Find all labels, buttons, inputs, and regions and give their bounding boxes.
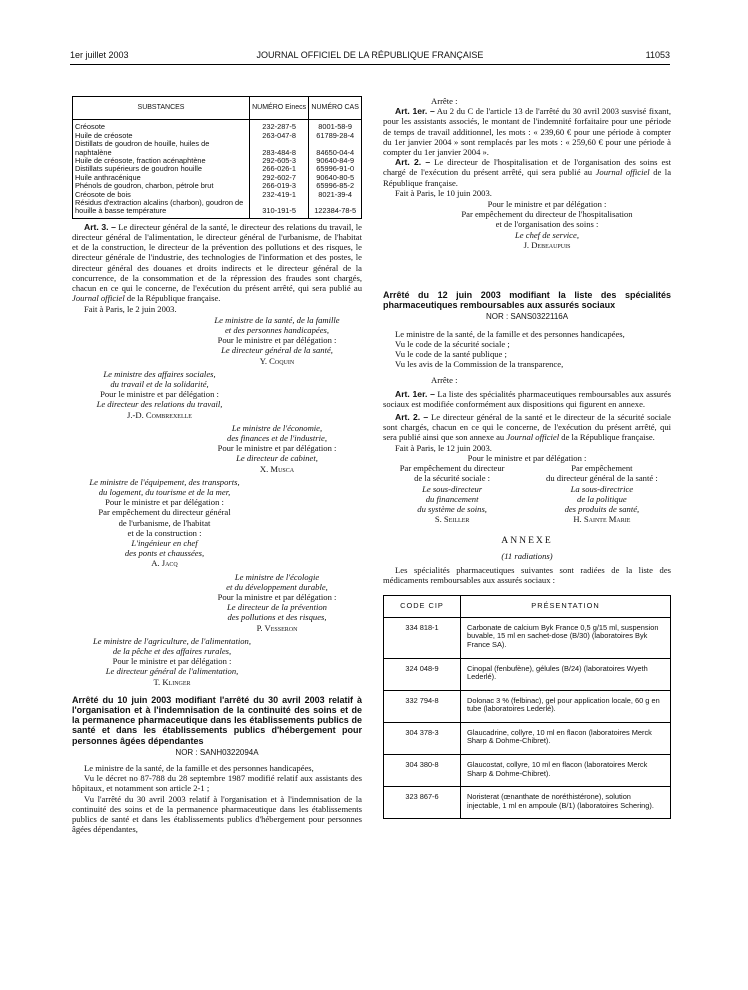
- arrete-10-juin-nor: NOR : SANH0322094A: [175, 747, 259, 757]
- substance-name: Créosote de bois: [73, 191, 250, 199]
- signature-sante: Le ministre de la santé, de la famille et des personnes handicapées, Pour le ministre et par délégation : Le directeur général de la santé, Y. Coquin: [214, 314, 340, 366]
- einecs-number: 292-605-3: [250, 157, 309, 165]
- cas-number: 90640-80-5: [309, 174, 362, 182]
- annexe-intro: Les spécialités pharmaceutiques suivantes sont radiées de la liste des médicaments remboursables aux assurés sociaux :: [383, 564, 671, 585]
- cas-header: NUMÉRO CAS: [309, 97, 362, 120]
- table-row: [384, 658, 671, 690]
- table-row: [384, 787, 671, 819]
- article-2: Art. 2. – Le directeur de l'hospitalisation et de l'organisation des soins est chargé de l'exécution du présent arrêté, qui sera publié au Journal officiel de la République française.: [383, 157, 672, 188]
- presentation-header: PRÉSENTATION: [461, 596, 671, 618]
- article-2-b: Art. 2. – Le directeur général de la santé et le directeur de la sécurité sociale sont chargés, chacun en ce qui le concerne, de l'exécution du présent arrêté, qui sera publié ainsi que son annexe au Journal officiel de la République française.: [383, 412, 671, 443]
- presentation: Glaucostat, collyre, 10 ml en flacon (laboratoires Merck Sharp & Dohme-Chibret).: [461, 755, 671, 787]
- cas-number: 122384-78-5: [309, 199, 362, 218]
- einecs-number: 310-191-5: [250, 199, 309, 218]
- radiations-count: (11 radiations): [501, 550, 553, 561]
- einecs-number: 266-019-3: [250, 182, 309, 190]
- code-cip-header: CODE CIP: [384, 596, 461, 618]
- arrete-12-juin-title: Arrêté du 12 juin 2003 modifiant la liste des spécialités pharmaceutiques remboursables aux assurés sociaux: [383, 290, 671, 311]
- visa-arrete: Vu l'arrêté du 30 avril 2003 relatif à l'organisation et à l'indemnisation de la continuité des soins et de la permanence pharmaceutique dans les établissements publics de santé et dans les établissements publics d'hébergement pour personnes âgées dépendantes,: [72, 793, 362, 835]
- visa-code-securite-sociale: Vu le code de la sécurité sociale ;: [395, 338, 510, 349]
- code-cip: 334 818-1: [384, 617, 461, 658]
- substances-header: SUBSTANCES: [73, 97, 250, 120]
- fait-a-paris-12-juin: Fait à Paris, le 12 juin 2003.: [395, 442, 492, 453]
- einecs-number: 266-026-1: [250, 165, 309, 173]
- table-row: [384, 617, 671, 658]
- einecs-number: 232-287-5: [250, 120, 309, 132]
- substance-name: Huile de créosote, fraction acénaphtène: [73, 157, 250, 165]
- signature-securite-sociale: Par empêchement du directeur de la sécurité sociale : Le sous-directeur du financement du système de soins, S. Seiller: [399, 463, 505, 525]
- cas-number: 84650-04-4: [309, 140, 362, 157]
- substance-name: Huile de créosote: [73, 132, 250, 140]
- header-page-number: 11053: [645, 50, 670, 60]
- cas-number: 65996-85-2: [309, 182, 362, 190]
- article-1-b: Art. 1er. – La liste des spécialités pharmaceutiques remboursables aux assurés sociaux est modifiée conformément aux dispositions qui figurent en annexe.: [383, 388, 671, 409]
- arrete-12-juin-nor: NOR : SANS0322116A: [485, 312, 569, 322]
- left-column: [72, 96, 362, 834]
- arrete-10-juin-title: Arrêté du 10 juin 2003 modifiant l'arrêté du 30 avril 2003 relatif à l'organisation et à l'indemnisation de la continuité des soins et de la permanence pharmaceutique dans les établissements publics de santé et dans les établissements publics d'hébergement pour personnes âgées dépendantes: [72, 694, 362, 746]
- fait-a-paris-10-juin: Fait à Paris, le 10 juin 2003.: [395, 187, 492, 198]
- visa-commission: Vu les avis de la Commission de la transparence,: [395, 359, 564, 370]
- cas-number: 8001-58-9: [309, 120, 362, 132]
- code-cip: 323 867-6: [384, 787, 461, 819]
- table-row: [384, 722, 671, 754]
- cas-number: 8021-39-4: [309, 191, 362, 199]
- signature-agriculture: Le ministre de l'agriculture, de l'alimentation, de la pêche et des affaires rurales, Pour le ministre et par délégation : Le directeur général de l'alimentation, T. Klinger: [93, 635, 251, 687]
- visa-decret: Vu le décret no 87-788 du 28 septembre 1987 modifié relatif aux assistants des hôpitaux, et notamment son article 2-1 ;: [72, 773, 362, 794]
- substances-table: [72, 96, 362, 219]
- header-journal-title: JOURNAL OFFICIEL DE LA RÉPUBLIQUE FRANÇAISE: [256, 50, 484, 60]
- cas-number: 90640-84-9: [309, 157, 362, 165]
- table-row: [384, 690, 671, 722]
- code-cip: 324 048-9: [384, 658, 461, 690]
- substance-name: Résidus d'extraction alcalins (charbon), goudron de houille à basse température: [73, 199, 250, 218]
- double-signature: [383, 463, 671, 524]
- visa-code-sante-publique: Vu le code de la santé publique ;: [395, 349, 507, 360]
- header-date: 1er juillet 2003: [70, 50, 129, 60]
- fait-a-paris: Fait à Paris, le 2 juin 2003.: [84, 303, 177, 314]
- presentation: Dolonac 3 % (felbinac), gel pour application locale, 60 g en tube (laboratoires Lederlé).: [461, 690, 671, 722]
- signature-sante-2: Par empêchement du directeur général de la santé : La sous-directrice de la politique des produits de santé, H. Sainte Marie: [546, 463, 658, 525]
- arrete-label-2: Arrête :: [431, 375, 458, 386]
- einecs-number: 283-484-8: [250, 140, 309, 157]
- visa-ministre-2: Le ministre de la santé, de la famille et des personnes handicapées,: [395, 328, 625, 339]
- cas-number: 65996-91-0: [309, 165, 362, 173]
- code-cip: 304 378-3: [384, 722, 461, 754]
- article-3: Art. 3. – Le directeur général de la santé, le directeur des relations du travail, le directeur général de l'alimentation, le directeur général de l'urbanisme, de l'habitat et de la construction, le directeur de la prévention des pollutions et des risques, le directeur générale de l'industrie, des technologies de l'information et des postes, le directeur général des douanes et droits indirects et le directeur général de la concurrence, de la consommation et de la répression des fraudes sont chargés, chacun en ce qui le concerne, de l'exécution du présent arrêté, qui sera publié au Journal officiel de la République française.: [72, 221, 362, 304]
- right-column: [383, 96, 671, 819]
- arrete-label: Arrête :: [431, 96, 458, 106]
- signature-affaires-sociales: Le ministre des affaires sociales, du travail et de la solidarité, Pour le ministre et par délégation : Le directeur des relations du travail, J.-D. Combrexelle: [96, 368, 223, 420]
- delegation-line: Pour le ministre et par délégation :: [467, 452, 587, 463]
- cas-number: 61789-28-4: [309, 132, 362, 140]
- code-cip: 332 794-8: [384, 690, 461, 722]
- einecs-number: 232-419-1: [250, 191, 309, 199]
- einecs-header: NUMÉRO Einecs: [250, 97, 309, 120]
- table-row: [73, 140, 362, 157]
- substance-name: Phénols de goudron, charbon, pétrole brut: [73, 182, 250, 190]
- table-row: [384, 755, 671, 787]
- article-1: Art. 1er. – Au 2 du C de l'article 13 de l'arrêté du 30 avril 2003 susvisé fixant, pour les assistants associés, le montant de l'indemnité forfaitaire pour une période de temps de travail additionnel, les mots : « 239,60 € pour une période à compter du 1er janvier 2004 » sont remplacés par les mots : « 259,60 € pour une période à compter du 1er janvier 2004 ».: [383, 106, 672, 158]
- substance-name: Huile anthracénique: [73, 174, 250, 182]
- substance-name: Distillats de goudron de houille, huiles de naphtalène: [73, 140, 250, 157]
- header-rule: [70, 64, 670, 65]
- presentation: Noristerat (œnanthate de noréthistérone), solution injectable, 1 ml en ampoule (B/1) (laboratoires Schering).: [461, 787, 671, 819]
- visa-ministre: Le ministre de la santé, de la famille et des personnes handicapées,: [84, 763, 314, 774]
- signature-equipement: Le ministre de l'équipement, des transports, du logement, du tourisme et de la mer, Pour le ministre et par délégation : Par empêchement du directeur général de l'urbanisme, de l'habitat et de la construction : L'ingénieur en chef des ponts et chaussées, A. Jacq: [89, 476, 240, 569]
- table-row: [73, 199, 362, 218]
- annexe-heading: ANNEXE: [501, 535, 553, 547]
- signature-ecologie: Le ministre de l'écologie et du développement durable, Pour la ministre et par délégation : Le directeur de la prévention des pollutions et des risques, P. Vesseron: [217, 571, 337, 633]
- signature-hospitalisation: Pour le ministre et par délégation : Par empêchement du directeur de l'hospitalisation et de l'organisation des soins : Le chef de service, J. Debeaupuis: [461, 199, 633, 250]
- code-cip: 304 380-8: [384, 755, 461, 787]
- page-header: [70, 50, 670, 64]
- presentation: Carbonate de calcium Byk France 0,5 g/15 ml, suspension buvable, 15 ml en sachet-dose (B/30) (laboratoires Byk France SA).: [461, 617, 671, 658]
- specialites-table: [383, 595, 671, 819]
- signature-economie: Le ministre de l'économie, des finances et de l'industrie, Pour le ministre et par délégation : Le directeur de cabinet, X. Musca: [217, 422, 337, 474]
- substance-name: Créosote: [73, 120, 250, 132]
- presentation: Glaucadrine, collyre, 10 ml en flacon (laboratoires Merck Sharp & Dohme-Chibret).: [461, 722, 671, 754]
- einecs-number: 292-602-7: [250, 174, 309, 182]
- presentation: Cinopal (fenbufène), gélules (B/24) (laboratoires Wyeth Lederlé).: [461, 658, 671, 690]
- substance-name: Distillats supérieurs de goudron houille: [73, 165, 250, 173]
- einecs-number: 263-047-8: [250, 132, 309, 140]
